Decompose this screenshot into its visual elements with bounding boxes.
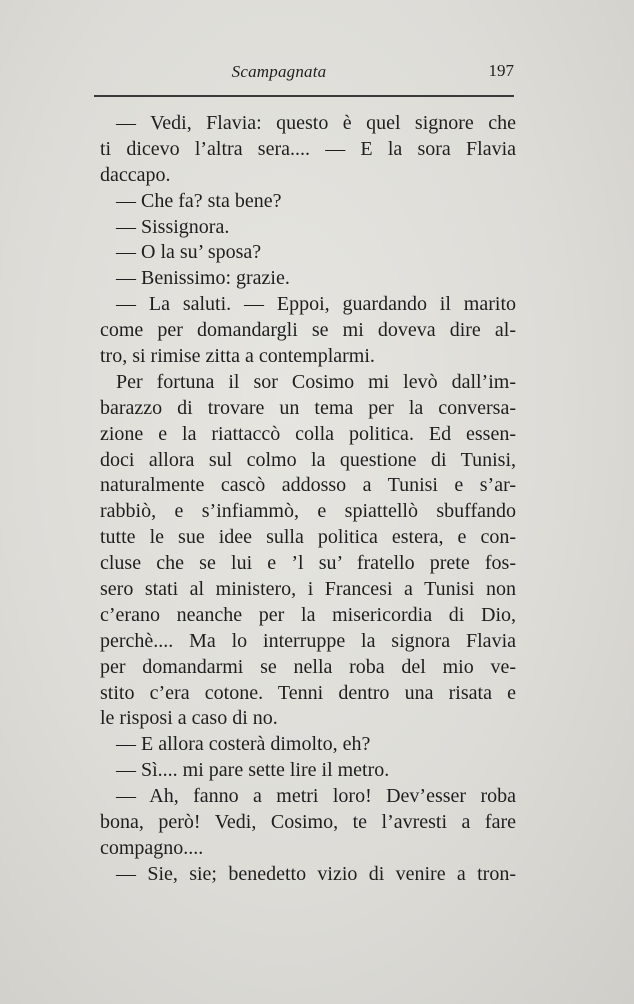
text-line: bona, però! Vedi, Cosimo, te l’avresti a fare	[100, 811, 516, 834]
text-line: perchè.... Ma lo interruppe la signora Flavia	[100, 629, 516, 652]
text-line: — Benissimo: grazie.	[116, 267, 290, 290]
text-line: le risposi a caso di no.	[100, 707, 278, 730]
text-line: rabbiò, e s’infiammò, e spiattellò sbuffando	[100, 500, 516, 523]
text-line: — O la su’ sposa?	[116, 241, 262, 264]
running-title: Scampagnata	[231, 62, 327, 81]
text-line: tutte le sue idee sulla politica estera, e con-	[100, 526, 516, 549]
text-line: — Sissignora.	[116, 215, 230, 238]
text-line: sero stati al ministero, i Francesi a Tunisi non	[100, 578, 516, 601]
text-line: per domandarmi se nella roba del mio ve-	[100, 655, 516, 678]
text-line: Per fortuna il sor Cosimo mi levò dall’im-	[116, 370, 516, 393]
text-line: naturalmente cascò addosso a Tunisi e s’ar-	[100, 474, 516, 497]
text-line: — Sie, sie; benedetto vizio di venire a tron-	[116, 862, 516, 885]
text-line: zione e la riattaccò colla politica. Ed essen-	[100, 422, 516, 445]
text-line: ti dicevo l’altra sera.... — E la sora Flavia	[100, 137, 516, 160]
text-line: — Che fa? sta bene?	[116, 189, 282, 212]
text-line: come per domandargli se mi doveva dire al-	[100, 319, 516, 342]
text-line: stito c’era cotone. Tenni dentro una risata e	[100, 681, 516, 704]
text-line: tro, si rimise zitta a contemplarmi.	[100, 345, 375, 368]
header-rule	[94, 95, 514, 97]
text-line: cluse che se lui e ’l su’ fratello prete fos-	[100, 552, 516, 575]
text-line: — E allora costerà dimolto, eh?	[116, 733, 371, 756]
text-line: — Sì.... mi pare sette lire il metro.	[116, 759, 390, 782]
page-number: 197	[488, 61, 514, 80]
text-line: daccapo.	[100, 163, 171, 186]
text-line: c’erano neanche per la misericordia di Dio,	[100, 603, 516, 626]
text-line: — Ah, fanno a metri loro! Dev’esser roba	[116, 785, 516, 808]
body-text	[100, 111, 516, 888]
page-header	[92, 58, 516, 88]
text-line: doci allora sul colmo la questione di Tunisi,	[100, 448, 516, 471]
text-line: compagno....	[100, 836, 204, 859]
text-line: barazzo di trovare un tema per la conversa-	[100, 396, 516, 419]
text-line: — La saluti. — Eppoi, guardando il marito	[116, 293, 516, 316]
text-line: — Vedi, Flavia: questo è quel signore che	[116, 112, 516, 134]
